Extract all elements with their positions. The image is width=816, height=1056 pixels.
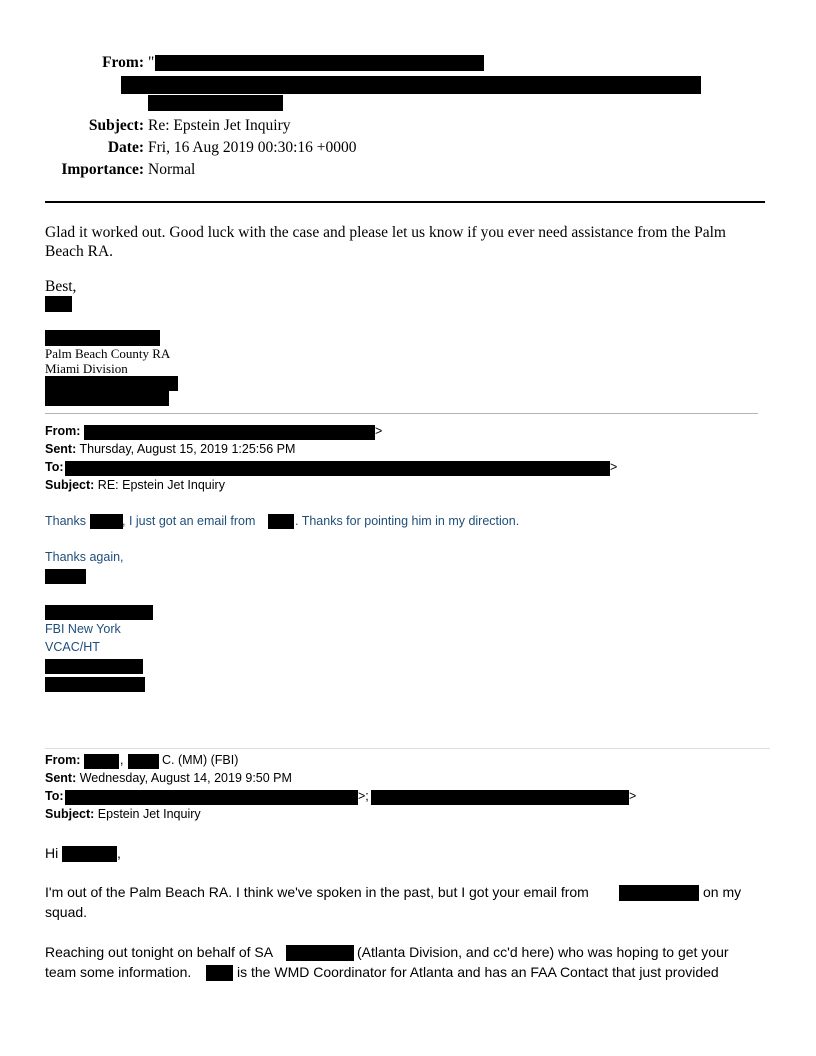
msg3-from-label: From: <box>45 753 81 767</box>
msg2-closing: Thanks again, <box>45 550 124 564</box>
reply-sig-line1: Palm Beach County RA <box>45 346 171 361</box>
redaction-msg2-sig-title <box>45 605 153 620</box>
redaction-msg2-sig-name <box>45 569 86 584</box>
msg3-p1-end: squad. <box>45 904 88 920</box>
redaction-msg3-to2 <box>371 790 629 805</box>
importance-value: Normal <box>148 161 196 178</box>
redaction-msg2-from <box>84 425 375 440</box>
redaction-from-3 <box>148 95 283 111</box>
msg3-greeting-comma: , <box>117 845 121 861</box>
msg3-from-suffix: C. (MM) (FBI) <box>162 753 239 767</box>
msg3-from-comma: , <box>120 753 124 767</box>
reply-body: Glad it worked out. Good luck with the case and please let us know if you ever need assistance from the Palm Beach RA. <box>45 224 726 260</box>
msg2-sent-row <box>45 442 295 456</box>
from-quote: " <box>148 54 155 71</box>
msg2-from-row <box>45 424 80 438</box>
msg3-p2-mid: (Atlanta Division, and cc'd here) who was hoping to get your <box>357 944 729 960</box>
reply-sig-line2: Miami Division <box>45 361 128 376</box>
msg3-sent-label: Sent: <box>45 771 77 785</box>
msg3-to-row <box>45 789 64 803</box>
msg2-sent-label: Sent: <box>45 442 77 456</box>
msg2-from-label: From: <box>45 424 81 438</box>
msg3-p1-mid: on my <box>703 884 742 900</box>
importance-label: Importance: <box>61 161 144 178</box>
msg3-p1-start: I'm out of the Palm Beach RA. I think we've spoken in the past, but I got your email from <box>45 884 589 900</box>
msg2-to-row <box>45 460 64 474</box>
redaction-msg3-to1 <box>65 790 358 805</box>
redaction-msg2-name2 <box>268 514 294 529</box>
subject-label: Subject: <box>88 117 144 134</box>
msg3-to-sep: >; <box>358 789 369 803</box>
msg2-body-mid: , I just got an email from <box>122 514 256 528</box>
redaction-msg3-from1 <box>84 754 119 769</box>
msg2-body-thanks: Thanks <box>45 514 86 528</box>
reply-separator <box>45 413 758 414</box>
msg3-sent-value: Wednesday, August 14, 2019 9:50 PM <box>79 771 292 785</box>
msg3-sent-row <box>45 771 292 785</box>
msg2-to-suffix: > <box>610 460 618 474</box>
msg3-to-suffix: > <box>629 789 637 803</box>
msg3-p2-start: Reaching out tonight on behalf of SA <box>45 944 274 960</box>
redaction-sig-name <box>45 296 72 312</box>
msg3-greeting-hi: Hi <box>45 845 59 861</box>
msg3-subject-value: Epstein Jet Inquiry <box>97 807 201 821</box>
redaction-msg3-greeting <box>62 846 117 862</box>
redaction-msg3-from2 <box>128 754 159 769</box>
redaction-msg2-to <box>65 461 610 476</box>
redaction-msg3-p2-name <box>206 965 233 981</box>
msg3-to-label: To: <box>45 789 64 803</box>
msg2-from-suffix: > <box>375 424 383 438</box>
msg3-subject-row <box>45 807 201 821</box>
msg3-subject-label: Subject: <box>45 807 95 821</box>
subject-value: Re: Epstein Jet Inquiry <box>148 117 291 134</box>
redaction-from-1 <box>155 55 484 71</box>
msg2-separator <box>45 748 770 749</box>
msg2-subject-value: RE: Epstein Jet Inquiry <box>97 478 225 492</box>
redaction-msg2-sig-email <box>45 677 145 692</box>
redaction-msg2-sig-phone <box>45 659 143 674</box>
msg3-p2-line2: team some information. <box>45 964 192 980</box>
header-divider <box>45 201 765 203</box>
redaction-sig-email <box>45 391 169 406</box>
redaction-msg2-name1 <box>90 514 123 529</box>
date-label: Date: <box>107 139 144 156</box>
msg3-from-row <box>45 753 80 767</box>
redaction-from-2 <box>121 76 701 94</box>
msg2-subject-label: Subject: <box>45 478 95 492</box>
msg2-sent-value: Thursday, August 15, 2019 1:25:56 PM <box>79 442 296 456</box>
redaction-sig-phone <box>45 376 178 391</box>
msg2-subject-row <box>45 478 225 492</box>
msg3-p2-end: is the WMD Coordinator for Atlanta and has an FAA Contact that just provided <box>237 964 719 980</box>
from-label: From: <box>102 54 144 71</box>
msg2-body-end: . Thanks for pointing him in my direction. <box>295 514 520 528</box>
redaction-msg3-p2-sa <box>286 945 354 961</box>
msg2-to-label: To: <box>45 460 64 474</box>
date-value: Fri, 16 Aug 2019 00:30:16 +0000 <box>148 139 357 156</box>
msg2-sig-line1: FBI New York <box>45 622 121 636</box>
redaction-sig-title <box>45 330 160 346</box>
reply-closing: Best, <box>45 278 77 295</box>
msg2-sig-line2: VCAC/HT <box>45 640 100 654</box>
redaction-msg3-p1 <box>619 885 699 901</box>
